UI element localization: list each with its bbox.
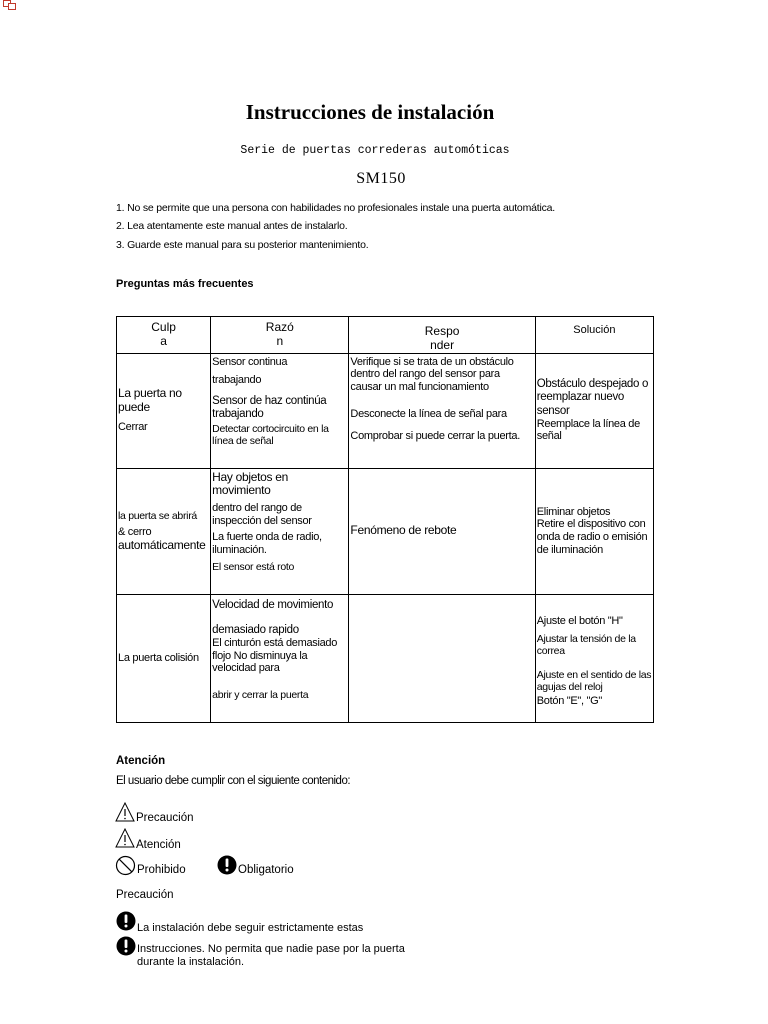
- cause-text: la puerta se abrirá: [118, 509, 197, 522]
- answer-text: Comprobar si puede cerrar la puerta.: [350, 430, 520, 443]
- answer-cell: [349, 353, 535, 468]
- rule-3: 3. Guarde este manual para su posterior mantenimiento.: [116, 239, 369, 251]
- faq-header-row: [117, 317, 654, 354]
- reason-text: Sensor de haz continúa trabajando: [212, 394, 327, 421]
- cause-text: Cerrar: [118, 421, 148, 434]
- cause-text: automáticamente: [118, 537, 206, 552]
- mandatory-icon: [116, 936, 136, 956]
- symbol-obligatorio-label: Obligatorio: [238, 864, 294, 876]
- note-1: La instalación debe seguir estrictamente estas: [137, 922, 364, 934]
- precaution-heading: Precaución: [116, 889, 174, 901]
- page-title: Instrucciones de instalación: [245, 100, 495, 124]
- solution-text: Ajuste el botón "H": [536, 614, 623, 627]
- header-solution: [535, 317, 653, 354]
- answer-cell: [349, 594, 535, 722]
- reason-cell: [211, 594, 349, 722]
- reason-text: Sensor continua: [212, 355, 288, 368]
- table-row: [117, 594, 654, 722]
- header-cause-label: Culp a: [151, 320, 176, 348]
- solution-text: Ajuste en el sentido de las agujas del reloj: [536, 669, 652, 694]
- cause-text: La puerta no: [118, 386, 182, 401]
- warning-triangle-icon: [115, 828, 135, 848]
- reason-text: abrir y cerrar la puerta: [212, 688, 309, 701]
- page-subtitle: Serie de puertas correderas automóticas: [240, 144, 510, 157]
- reason-text: Velocidad de movimiento: [212, 598, 334, 611]
- solution-text: Retire el dispositivo con onda de radio o emisión de iluminación: [536, 518, 648, 556]
- reason-text: Hay objetos en movimiento: [212, 469, 289, 498]
- header-answer-label: Respo nder: [424, 324, 460, 352]
- header-reason: [211, 317, 349, 354]
- reason-text: Detectar cortocircuito en la línea de señal: [212, 423, 329, 448]
- cause-cell: [117, 468, 211, 594]
- warning-triangle-icon: [115, 802, 135, 822]
- prohibited-icon: [115, 855, 136, 876]
- document-icon: [3, 0, 17, 10]
- model-name: SM150: [356, 170, 406, 187]
- header-solution-label: Solución: [573, 324, 616, 337]
- faq-heading: Preguntas más frecuentes: [116, 278, 254, 290]
- solution-text: Botón "E", "G": [536, 695, 602, 708]
- reason-text: La fuerte onda de radio, iluminación.: [212, 531, 322, 557]
- reason-cell: [211, 468, 349, 594]
- answer-text: Fenómeno de rebote: [350, 523, 457, 538]
- solution-text: Obstáculo despejado o reemplazar nuevo sensor: [536, 378, 649, 417]
- answer-text: Verifique si se trata de un obstáculo dentro del rango del sensor para causar un mal funcionamiento: [350, 355, 514, 393]
- cause-cell: [117, 594, 211, 722]
- reason-text: El cinturón está demasiado flojo No disminuya la velocidad para: [212, 637, 338, 675]
- attention-heading: Atención: [116, 755, 166, 767]
- header-answer: [349, 317, 535, 354]
- reason-cell: [211, 353, 349, 468]
- solution-cell: [535, 594, 653, 722]
- reason-text: trabajando: [212, 374, 262, 387]
- cause-text: & cerro: [118, 525, 152, 538]
- note-2: Instrucciones. No permita que nadie pase por la puerta durante la instalación.: [137, 943, 405, 969]
- mandatory-icon: [217, 855, 237, 875]
- solution-cell: [535, 468, 653, 594]
- cause-cell: [117, 353, 211, 468]
- solution-text: Eliminar objetos: [536, 505, 611, 518]
- symbol-prohibido-label: Prohibido: [137, 864, 186, 876]
- symbol-atencion-label: Atención: [136, 839, 181, 851]
- rule-1: 1. No se permite que una persona con habilidades no profesionales instale una puerta automática.: [116, 202, 556, 214]
- solution-text: Reemplace la línea de señal: [536, 417, 640, 443]
- solution-cell: [535, 353, 653, 468]
- header-cause: [117, 317, 211, 354]
- table-row: [117, 468, 654, 594]
- rule-2: 2. Lea atentamente este manual antes de instalarlo.: [116, 220, 348, 232]
- reason-text: dentro del rango de inspección del sensor: [212, 502, 312, 527]
- header-reason-label: Razó n: [265, 320, 294, 348]
- reason-text: demasiado rapido: [212, 623, 299, 636]
- solution-text: Ajustar la tensión de la correa: [536, 633, 636, 658]
- attention-text: El usuario debe cumplir con el siguiente contenido:: [116, 775, 351, 787]
- symbol-precaucion-label: Precaución: [136, 812, 194, 824]
- table-row: [117, 353, 654, 468]
- answer-text: Desconecte la línea de señal para: [350, 407, 507, 420]
- reason-text: El sensor está roto: [212, 560, 295, 573]
- answer-cell: [349, 468, 535, 594]
- cause-text: La puerta colisión: [118, 651, 199, 664]
- faq-table: [116, 316, 654, 723]
- cause-text: puede: [118, 400, 150, 415]
- mandatory-icon: [116, 911, 136, 931]
